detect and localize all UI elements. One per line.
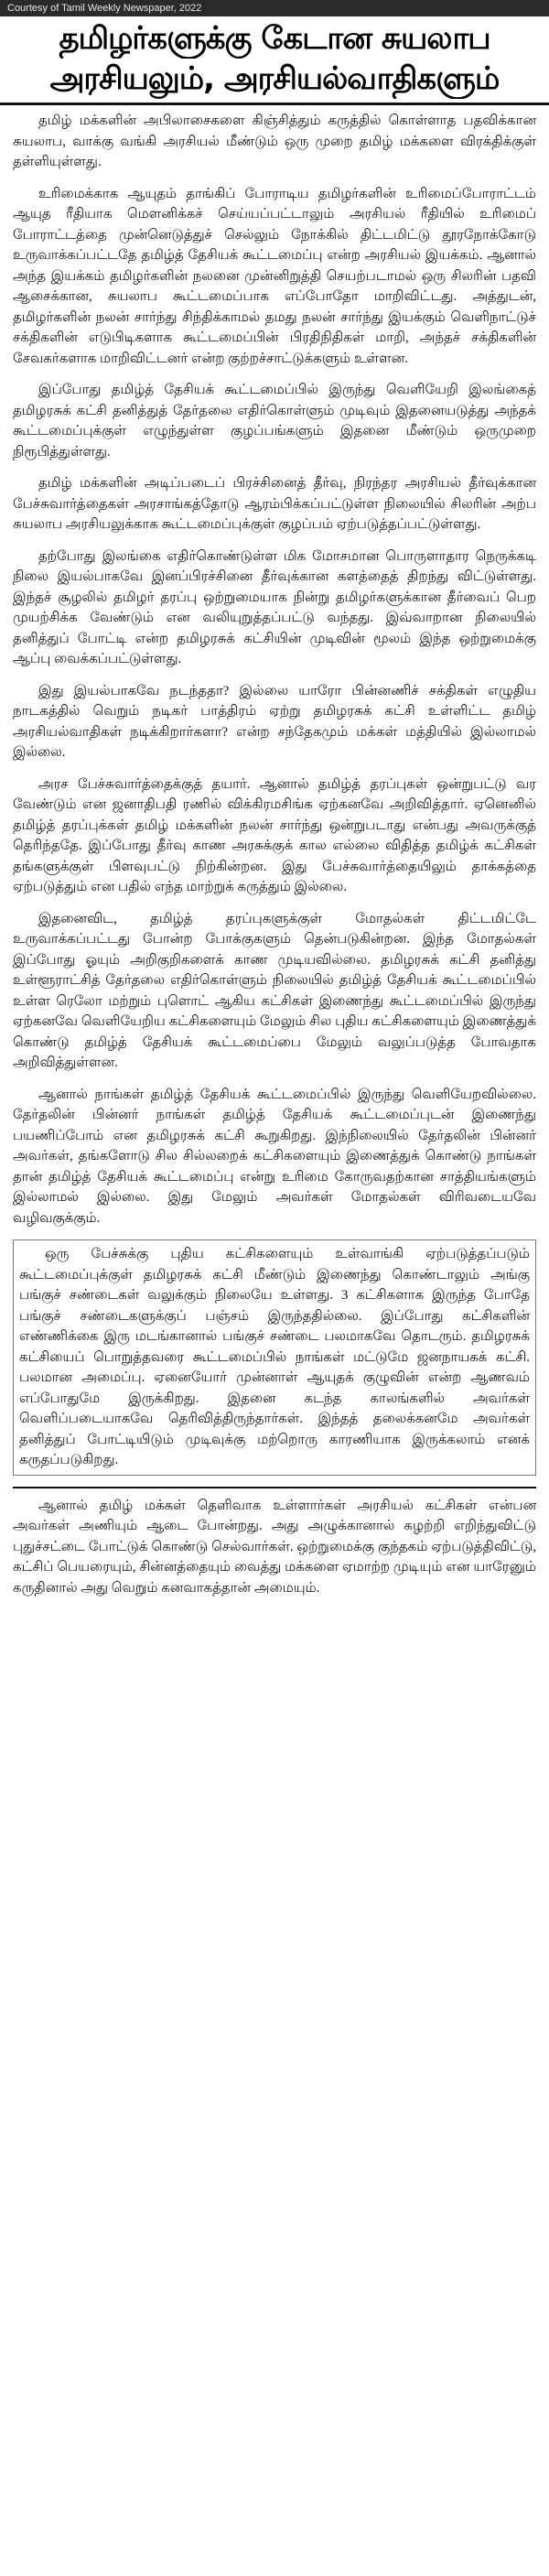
article-paragraph: தமிழ் மக்களின் அடிப்படைப் பிரச்சினைத் தீர்வு, நிரந்தர அரசியல் தீர்வுக்கான பேச்சுவார்த்தைகள் அரசாங்கத்தோடு ஆரம்பிக்கப்பட்டுள்ள நிலையில் சிலரின் அற்ப சுயலாப அரசியலுக்காக கூட்டமைப்புக்குள் குழப்பம் ஏற்படுத்தப்பட்டுள்ளது.	[13, 476, 536, 532]
article-body	[0, 105, 549, 1598]
article-paragraph-boxed: ஒரு பேச்சுக்கு புதிய கட்சிகளையும் உள்வாங்கி ஏற்படுத்தப்படும் கூட்டமைப்புக்குள் தமிழரசுக் கட்சி மீண்டும் இணைந்து கொண்டாலும் அங்கு பங்குச் சண்டைகள் வலுக்கும் நிலையே உள்ளது. 3 கட்சிகளாக இருந்த போதே பங்குச் சண்டைகளுக்குப் பஞ்சம் இருந்ததில்லை. இப்போது கட்சிகளின் எண்ணிக்கை இரு மடங்கானால் பங்குச் சண்டை பலமாகவே தொடரும். தமிழரசுக் கட்சியைப் பொறுத்தவரை கூட்டமைப்பில் நாங்கள் மட்டுமே ஜனநாயகக் கட்சி. பலமான அமைப்பு. ஏனையோர் முன்னாள் ஆயுதக் குழுவின் என்ற ஆணவம் எப்போதுமே இருக்கிறது. இதனை கடந்த காலங்களில் அவர்கள் வெளிப்படையாகவே தெரிவித்திருந்தார்கள். இந்தத் தலைக்கனமே அவர்கள் தனித்துப் போட்டியிடும் முடிவுக்கு மற்றொரு காரணியாக இருக்கலாம் எனக் கருதப்படுகிறது.	[13, 1239, 536, 1476]
article-paragraph: உரிமைக்காக ஆயுதம் தாங்கிப் போராடிய தமிழர்களின் உரிமைப்போராட்டம் ஆயுத ரீதியாக மௌனிக்கச் செய்யப்பட்டாலும் அரசியல் ரீதியில் உரிமைப் போராட்டத்தை முன்னெடுத்துச் செல்லும் நோக்கில் திட்டமிட்டு தூரநோக்கோடு உருவாக்கப்பட்டதே தமிழ்த் தேசியக் கூட்டமைப்பு என்ற அரசியல் இயக்கம். ஆனால் அந்த இயக்கம் தமிழர்களின் நலனை முன்னிறுத்தி செயற்படாமல் ஒரு சிலரின் பதவி ஆசைக்கான, சுயலாப கூட்டமைப்பாக எப்போதோ மாறிவிட்டது. அத்துடன், தமிழர்களின் நலன் சார்ந்து சிந்திக்காமல் தமது நலன் சார்ந்து இயக்கும் வெளிநாட்டுச் சக்திகளின் எடுபிடிகளாக கூட்டமைப்பின் பிரதிநிதிகள் மாறி, அந்தச் சக்திகளின் சேவகர்களாக மாறிவிட்டனர் என்ற குற்றச்சாட்டுக்களும் உள்ளன.	[13, 186, 536, 366]
article-paragraph: அரச பேச்சுவார்த்தைக்குத் தயார். ஆனால் தமிழ்த் தரப்புகள் ஒன்றுபட்டு வர வேண்டும் என ஜனாதிபதி ரணில் விக்கிரமசிங்க ஏற்கனவே அறிவித்தார். ஏனெனில் தமிழ்த் தரப்புக்கள் தமிழ் மக்களின் நலன் சார்ந்து ஒன்றுபடாது என்பது அவருக்குத் தெரிந்ததே. இப்போது தீர்வு காண அரசுக்குக் கால எல்லை விதித்த தமிழ்க் கட்சிகள் தங்களுக்குள் பிளவுபட்டு நிற்கின்றன. இது பேச்சுவார்த்தையிலும் தாக்கத்தை ஏற்படுத்தும் என பதில் எந்த மாற்றுக் கருத்தும் இல்லை.	[13, 776, 536, 894]
article-paragraph-closing: ஆனால் தமிழ் மக்கள் தெளிவாக உள்ளார்கள் அரசியல் கட்சிகள் என்பன அவர்கள் அணியும் ஆடை போன்றது. அது அழுக்கானால் கழற்றி எறிந்துவிட்டு புதுச்சட்டை போட்டுக் கொண்டு செல்வார்கள். ஒற்றுமைக்கு குந்தகம் ஏற்படுத்திவிட்டு, கட்சிப் பெயரையும், சின்னத்தையும் வைத்து மக்களை ஏமாற்ற முடியும் என யாரேனும் கருதினால் அது வெறும் கனவாகத்தான் அமையும்.	[13, 1487, 536, 1599]
article-paragraph: தற்போது இலங்கை எதிர்கொண்டுள்ள மிக மோசமான பொருளாதார நெருக்கடி நிலை இயல்பாகவே இனப்பிரச்சினை தீர்வுக்கான களத்தைத் திறந்து விட்டுள்ளது. இந்தச் சூழலில் தமிழர் தரப்பு ஒற்றுமையாக நின்று தமிழர்களுக்கான தீர்வைப் பெற முயற்சிக்க வேண்டும் என வலியுறுத்தப்பட்டு வந்தது. இவ்வாறான நிலையில் தனித்துப் போட்டி என்ற தமிழரசுக் கட்சியின் முடிவின் மூலம் இந்த ஒற்றுமைக்கு ஆப்பு வைக்கப்பட்டுள்ளது.	[13, 548, 536, 666]
headline-line-1: தமிழர்களுக்கு கேடான சுயலாப	[59, 20, 490, 57]
masthead-strip: Courtesy of Tamil Weekly Newspaper, 2022	[0, 0, 549, 16]
article-paragraph: ஆனால் நாங்கள் தமிழ்த் தேசியக் கூட்டமைப்பில் இருந்து வெளியேறவில்லை. தேர்தலின் பின்னர் நாங்கள் தமிழ்த் தேசியக் கூட்டமைப்புடன் இணைந்து பயணிப்போம் என தமிழரசுக் கட்சி கூறுகிறது. இந்நிலையில் தேர்தலின் பின்னர் அவர்கள், தங்களோடு சில சில்லறைக் கட்சிகளையும் இணைத்துக் கொண்டு நாங்கள் தான் தமிழ்த் தேசியக் கூட்டமைப்பு என்று உரிமை கோருவதற்கான சாத்தியங்களும் இல்லாமல் இல்லை. இது மேலும் அவர்கள் மோதல்கள் விரிவடையவே வழிவகுக்கும்.	[13, 1087, 536, 1226]
article-paragraph: இப்போது தமிழ்த் தேசியக் கூட்டமைப்பில் இருந்து வெளியேறி இலங்கைத் தமிழரசுக் கட்சி தனித்துத் தேர்தலை எதிர்கொள்ளும் முடிவும் இதனையடுத்து அந்தக் கூட்டமைப்புக்குள் எழுந்துள்ள குழப்பங்களும் இதனை மீண்டும் ஒருமுறை நிரூபித்துள்ளது.	[13, 383, 536, 460]
article-paragraph: இது இயல்பாகவே நடந்ததா? இல்லை யாரோ பின்னணிச் சக்திகள் எழுதிய நாடகத்தில் வெறும் நடிகர் பாத்திரம் ஏற்று தமிழரசுக் கட்சி உள்ளிட்ட தமிழ் அரசியல்வாதிகள் நடிக்கிறார்களா? என்ற சந்தேகமும் மக்கள் மத்தியில் இல்லாமல் இல்லை.	[13, 683, 536, 760]
headline	[0, 16, 549, 105]
article-paragraph: இதனைவிட, தமிழ்த் தரப்புகளுக்குள் மோதல்கள் திட்டமிட்டே உருவாக்கப்பட்டது போன்ற போக்குகளும் தென்படுகின்றன. இந்த மோதல்கள் இப்போது ஓயும் அறிகுறிகளைக் காண முடியவில்லை. தமிழரசுக் கட்சி தனித்து உள்ளூராட்சித் தேர்தலை எதிர்கொள்ளும் நிலையில் தமிழ்த் தேசியக் கூட்டமைப்பில் உள்ள ரெலோ மற்றும் புளொட் ஆகிய கட்சிகள் இணைந்து கூட்டமைப்பில் இருந்து ஏற்கனவே வெளியேறிய கட்சிகளையும் மேலும் சில புதிய கட்சிகளையும் இணைத்துக் கொண்டு தமிழ்த் தேசியக் கூட்டமைப்பை மேலும் வலுப்படுத்த போவதாக அறிவித்துள்ளன.	[13, 911, 536, 1070]
article-paragraph: தமிழ் மக்களின் அபிலாசைகளை கிஞ்சித்தும் கருத்தில் கொள்ளாத பதவிக்கான சுயலாப, வாக்கு வங்கி அரசியல் மீண்டும் ஒரு முறை தமிழ் மக்களை விரக்திக்குள் தள்ளியுள்ளது.	[13, 114, 536, 169]
headline-line-2: அரசியலும், அரசியல்வாதிகளும்	[49, 60, 500, 97]
